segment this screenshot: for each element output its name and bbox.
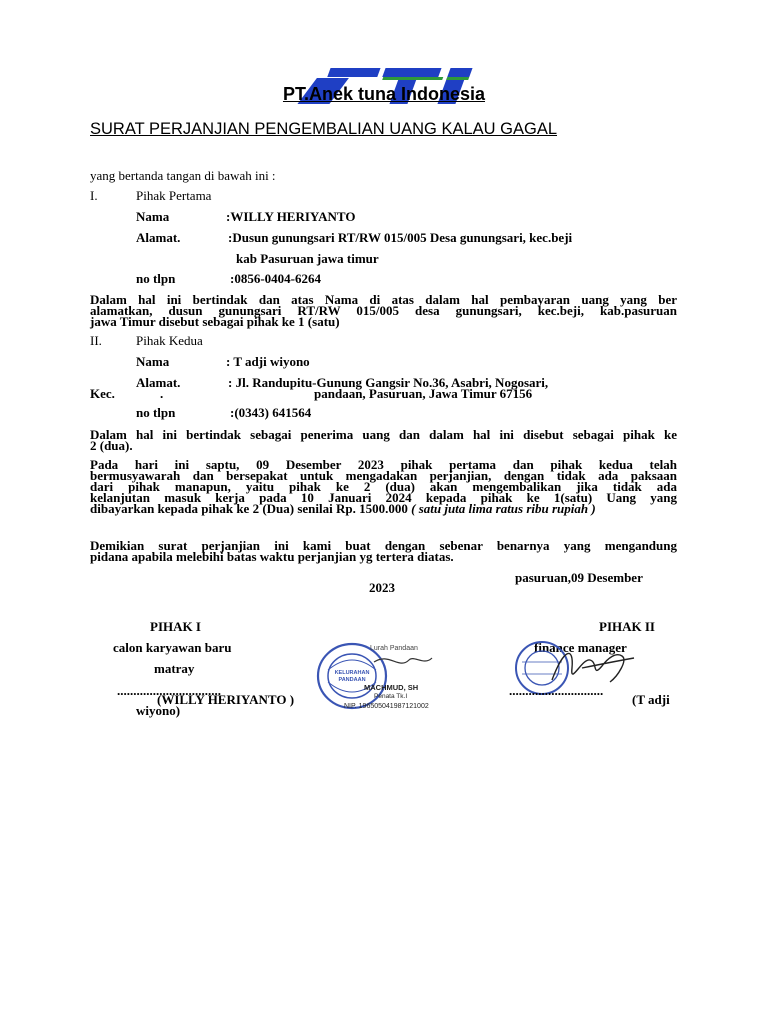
party1-number: I.: [90, 188, 98, 203]
para4-line: pidana apabila melebihi batas waktu perjanjian yg tertera diatas.: [90, 549, 454, 564]
document-title: SURAT PERJANJIAN PENGEMBALIAN UANG KALAU GAGAL: [90, 120, 558, 138]
party2-dot: .: [160, 386, 164, 401]
party2-address-line2: pandaan, Pasuruan, Jawa Timur 67156: [314, 386, 533, 401]
party1-name-label: Nama: [136, 209, 170, 224]
para3-line: [90, 503, 677, 514]
amount-text: dibayarkan kepada pihak ke 2 (Dua) senilai Rp. 1500.000: [90, 501, 408, 516]
para3-line: Pada hari ini saptu, 09 Desember 2023 pihak pertama dan pihak kedua telah: [90, 457, 677, 472]
stamp-organization: Lurah Pandaan: [370, 645, 418, 652]
party1-address-line2: kab Pasuruan jawa timur: [236, 251, 379, 266]
para1-line: jawa Timur disebut sebagai pihak ke 1 (satu): [90, 314, 340, 329]
intro-text: yang bertanda tangan di bawah ini :: [90, 168, 276, 183]
official-stamp: [314, 640, 454, 712]
party2-name: : T adji wiyono: [226, 354, 310, 369]
para4-line: Demikian surat perjanjian ini kami buat dengan sebenar benarnya yang mengandung: [90, 538, 677, 553]
place-date: pasuruan,09 Desember: [515, 570, 643, 585]
party1-sign-heading: PIHAK I: [150, 619, 201, 634]
agreement-body: [90, 459, 677, 514]
para3-line: dari pihak manapun, yaitu pihak ke 2 (dua) akan mengembalikan jika tidak ada: [90, 479, 677, 494]
party1-signature-line: ................................: [117, 683, 221, 698]
place-date-year: 2023: [369, 580, 395, 595]
para2-line: Dalam hal ini bertindak sebagai penerima uang dan dalam hal ini disebut sebagai pihak ke: [90, 427, 677, 442]
party2-signature-line: .............................: [509, 683, 604, 698]
party2-address-label: Alamat.: [136, 375, 181, 390]
party1-address-label: Alamat.: [136, 230, 181, 245]
company-name: PT.Anek tuna Indonesia: [282, 84, 486, 104]
party2-number: II.: [90, 333, 102, 348]
stamp-inner-text: PANDAAN: [338, 677, 366, 683]
party2-signer-name: (T adji: [632, 692, 670, 707]
party1-role-detail: matray: [154, 661, 195, 676]
party2-phone-label: no tlpn: [136, 405, 176, 420]
party1-phone: :0856-0404-6264: [230, 271, 321, 286]
party1-address-line1: :Dusun gunungsari RT/RW 015/005 Desa gunungsari, kec.beji: [228, 230, 573, 245]
party2-name-label: Nama: [136, 354, 170, 369]
para1-line: Dalam hal ini bertindak dan atas Nama di atas dalam hal pembayaran uang yang ber: [90, 292, 677, 307]
party1-signer-name: (WILLY HERIYANTO ): [157, 692, 295, 707]
stamp-official-name: MACHMUD, SH: [364, 683, 419, 692]
party2-description: [90, 429, 677, 451]
para2-line: 2 (dua).: [90, 438, 133, 453]
party2-signer-name-cont: wiyono): [136, 703, 181, 718]
party2-phone: :(0343) 641564: [230, 405, 312, 420]
para1-line: alamatkan, dusun gunungsari RT/RW 015/005 desa gunungsari, kec.beji, kab.pasuruan: [90, 303, 677, 318]
party1-role: calon karyawan baru: [113, 640, 232, 655]
closing-statement: [90, 540, 677, 562]
para3-line: bermusyawarah dan bersepakat untuk mengadakan perjanjian, dengan tidak ada paksaan: [90, 468, 677, 483]
stamp-inner-text: KELURAHAN: [334, 670, 370, 676]
party2-kec: Kec.: [90, 386, 115, 401]
party1-phone-label: no tlpn: [136, 271, 176, 286]
para3-line: kelanjutan masuk kerja pada 10 Januari 2024 kepada pihak ke 1(satu) Uang yang: [90, 490, 677, 505]
stamp-rank: Penata Tk.I: [374, 693, 408, 700]
amount-in-words: ( satu juta lima ratus ribu rupiah ): [411, 501, 596, 516]
party2-address-line1: : Jl. Randupitu-Gunung Gangsir No.36, Asabri, Nogosari,: [228, 375, 549, 390]
party1-description: [90, 294, 677, 327]
party1-heading: Pihak Pertama: [136, 188, 212, 203]
stamp-nip: NIP. 196505041987121002: [344, 703, 429, 710]
party2-heading: Pihak Kedua: [136, 333, 203, 348]
party1-name: :WILLY HERIYANTO: [226, 209, 356, 224]
party2-role: finance manager: [534, 640, 627, 655]
party2-sign-heading: PIHAK II: [599, 619, 655, 634]
